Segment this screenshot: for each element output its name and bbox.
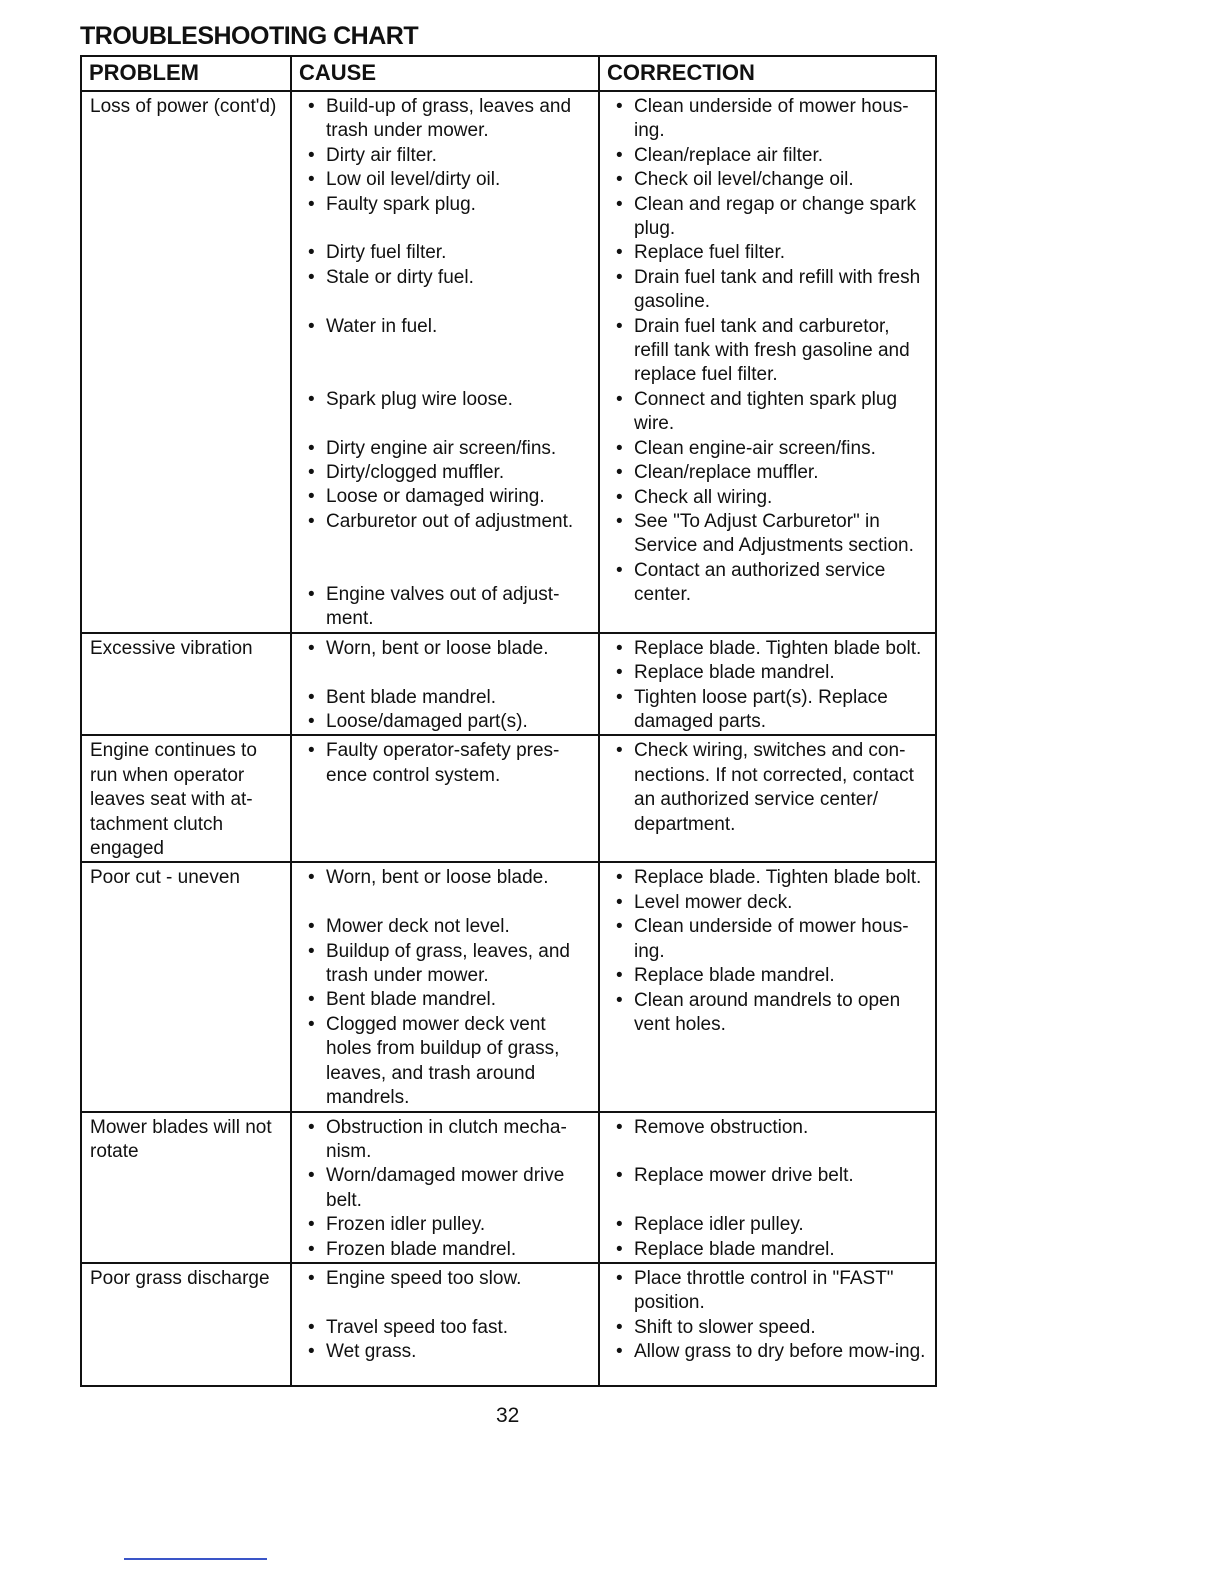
cause-item: • Buildup of grass, leaves, and trash under mower. — [300, 940, 590, 989]
problem-text: Poor grass discharge — [90, 1267, 270, 1289]
cause-cell — [291, 1112, 599, 1263]
cause-cell — [291, 862, 599, 1111]
correction-item: • Connect and tighten spark plug wire. — [608, 388, 927, 437]
cause-item: • Engine speed too slow. — [300, 1267, 590, 1316]
correction-item: • Clean engine-air screen/fins. — [608, 437, 927, 461]
correction-item: • Clean underside of mower hous-ing. — [608, 95, 927, 144]
cause-item: • Stale or dirty fuel. — [300, 266, 590, 315]
correction-item: • Check oil level/change oil. — [608, 168, 927, 192]
correction-item: • Replace blade. Tighten blade bolt. — [608, 637, 927, 661]
problem-cell — [81, 1263, 291, 1386]
correction-item: • Clean and regap or change spark plug. — [608, 193, 927, 242]
troubleshooting-table — [80, 55, 937, 1387]
cause-cell — [291, 633, 599, 736]
cause-item: • Loose or damaged wiring. — [300, 485, 590, 509]
correction-item: • Shift to slower speed. — [608, 1316, 927, 1340]
problem-cell — [81, 633, 291, 736]
problem-cell — [81, 735, 291, 862]
problem-cell — [81, 1112, 291, 1263]
cause-item: • Frozen blade mandrel. — [300, 1238, 590, 1262]
cause-item: • Faulty operator-safety pres-ence control system. — [300, 739, 590, 788]
correction-item: • Clean/replace muffler. — [608, 461, 927, 485]
correction-cell — [599, 1112, 936, 1263]
problem-text: Mower blades will not rotate — [90, 1116, 272, 1162]
correction-item: • Allow grass to dry before mow-ing. — [608, 1340, 927, 1364]
correction-item: • Tighten loose part(s). Replace damaged parts. — [608, 686, 927, 735]
cause-item: • Low oil level/dirty oil. — [300, 168, 590, 192]
correction-item: • Clean underside of mower hous-ing. — [608, 915, 927, 964]
table-row — [81, 633, 936, 736]
correction-item: • Check all wiring. — [608, 486, 927, 510]
cause-item: • Bent blade mandrel. — [300, 686, 590, 710]
correction-item: • Replace blade mandrel. — [608, 661, 927, 685]
problem-text: Excessive vibration — [90, 637, 253, 659]
table-row — [81, 91, 936, 633]
correction-item: • Replace blade mandrel. — [608, 964, 927, 988]
cause-item: • Travel speed too fast. — [300, 1316, 590, 1340]
cause-item: • Clogged mower deck vent holes from buildup of grass, leaves, and trash around mandrels. — [300, 1013, 590, 1111]
correction-item: • Contact an authorized service center. — [608, 559, 927, 608]
footer-rule — [124, 1558, 267, 1560]
correction-item: • Remove obstruction. — [608, 1116, 927, 1165]
table-row — [81, 735, 936, 862]
cause-cell — [291, 1263, 599, 1386]
problem-text: Engine continues to run when operator leaves seat with at-tachment clutch engaged — [90, 740, 257, 860]
correction-item: • Replace mower drive belt. — [608, 1164, 927, 1213]
cause-item: • Engine valves out of adjust-ment. — [300, 583, 590, 632]
table-row — [81, 1112, 936, 1263]
correction-item: • Replace idler pulley. — [608, 1213, 927, 1237]
cause-item: • Build-up of grass, leaves and trash under mower. — [300, 95, 590, 144]
cause-item: • Faulty spark plug. — [300, 193, 590, 242]
correction-item: • Drain fuel tank and carburetor, refill tank with fresh gasoline and replace fuel filter. — [608, 315, 927, 388]
correction-item: • Level mower deck. — [608, 891, 927, 915]
cause-item: • Frozen idler pulley. — [300, 1213, 590, 1237]
table-row — [81, 1263, 936, 1386]
header-correction: CORRECTION — [599, 56, 936, 91]
header-problem: PROBLEM — [81, 56, 291, 91]
cause-item: • Bent blade mandrel. — [300, 988, 590, 1012]
correction-item: • See "To Adjust Carburetor" in Service and Adjustments section. — [608, 510, 927, 559]
correction-cell — [599, 735, 936, 862]
correction-item: • Replace blade mandrel. — [608, 1238, 927, 1262]
correction-item: • Drain fuel tank and refill with fresh gasoline. — [608, 266, 927, 315]
cause-cell — [291, 91, 599, 633]
header-cause: CAUSE — [291, 56, 599, 91]
cause-item: • Worn, bent or loose blade. — [300, 866, 590, 915]
cause-item: • Dirty engine air screen/fins. — [300, 437, 590, 461]
cause-item: • Carburetor out of adjustment. — [300, 510, 590, 583]
problem-cell — [81, 91, 291, 633]
correction-item: • Check wiring, switches and con-nections. If not corrected, contact an authorized service center/ department. — [608, 739, 927, 837]
cause-item: • Worn/damaged mower drive belt. — [300, 1164, 590, 1213]
cause-item: • Dirty air filter. — [300, 144, 590, 168]
correction-cell — [599, 633, 936, 736]
chart-title: TROUBLESHOOTING CHART — [80, 22, 419, 50]
problem-text: Loss of power (cont'd) — [90, 96, 277, 117]
correction-item: • Clean/replace air filter. — [608, 144, 927, 168]
correction-item: • Clean around mandrels to open vent holes. — [608, 989, 927, 1038]
cause-cell — [291, 735, 599, 862]
cause-item: • Wet grass. — [300, 1340, 590, 1364]
cause-item: • Water in fuel. — [300, 315, 590, 388]
cause-item: • Dirty/clogged muffler. — [300, 461, 590, 485]
page-number: 32 — [496, 1404, 520, 1427]
header-row — [81, 56, 936, 91]
cause-item: • Loose/damaged part(s). — [300, 710, 590, 734]
correction-cell — [599, 1263, 936, 1386]
cause-item: • Dirty fuel filter. — [300, 241, 590, 265]
correction-cell — [599, 862, 936, 1111]
correction-cell — [599, 91, 936, 633]
table-row — [81, 862, 936, 1111]
correction-item: • Replace fuel filter. — [608, 241, 927, 265]
problem-cell — [81, 862, 291, 1111]
cause-item: • Mower deck not level. — [300, 915, 590, 939]
cause-item: • Worn, bent or loose blade. — [300, 637, 590, 686]
cause-item: • Obstruction in clutch mecha-nism. — [300, 1116, 590, 1165]
cause-item: • Spark plug wire loose. — [300, 388, 590, 437]
correction-item: • Place throttle control in "FAST" position. — [608, 1267, 927, 1316]
problem-text: Poor cut - uneven — [90, 867, 240, 889]
correction-item: • Replace blade. Tighten blade bolt. — [608, 866, 927, 890]
